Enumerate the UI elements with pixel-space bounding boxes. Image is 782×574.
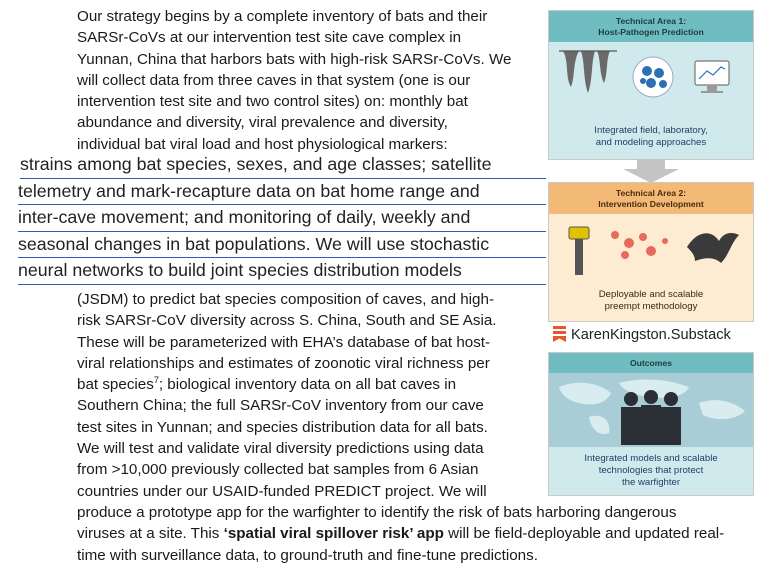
text-line: SARSr-CoVs at our intervention test site cave complex in: [77, 29, 462, 47]
particle-spray-icon: [611, 231, 668, 259]
paragraph-bottom: [77, 502, 777, 566]
panel-header: [549, 183, 753, 214]
text-line: risk SARSr-CoV diversity across S. China, South and SE Asia.: [77, 312, 497, 330]
excerpt-line: inter-cave movement; and monitoring of daily, weekly and: [18, 205, 546, 232]
panel-header: [549, 11, 753, 42]
text-line: will collect data from three caves in that system (one is our: [77, 71, 471, 89]
text-line: time with surveillance data, to ground-truth and fine-tune predictions.: [77, 546, 538, 564]
caption-line: and modeling approaches: [595, 137, 707, 148]
text-line: Southern China; the full SARSr-CoV inventory from our cave: [77, 397, 484, 415]
text-line: individual bat viral load and host physiological markers:: [77, 135, 448, 153]
excerpt-line: neural networks to build joint species distribution models: [18, 258, 546, 285]
caption-line: Deployable and scalable: [598, 289, 704, 300]
flying-bat-icon: [687, 233, 739, 263]
text-line: produce a prototype app for the warfighter to identify the risk of bats harboring dangerous: [77, 504, 677, 521]
excerpt-line: seasonal changes in bat populations. We will use stochastic: [18, 232, 546, 259]
caption-line: technologies that protect: [598, 465, 704, 476]
footnote-line-text: bat species: [77, 376, 154, 394]
figure-panel-host-pathogen: [548, 10, 754, 160]
field-lab-model-illustration: [555, 47, 747, 111]
caption-line: Integrated models and scalable: [584, 453, 718, 464]
text-line: countries under our USAID-funded PREDICT project. We will: [77, 482, 487, 500]
text-line: These will be parameterized with EHA’s database of bat host-: [77, 333, 491, 351]
text-line: [77, 523, 777, 544]
panel-header: [549, 353, 753, 373]
panel-caption: [549, 289, 753, 313]
text-line: viral relationships and estimates of zoonotic viral richness per: [77, 354, 490, 372]
excerpt-line: strains among bat species, sexes, and age classes; satellite: [20, 152, 546, 179]
intervention-illustration: [555, 213, 747, 279]
panel-subtitle: Host-Pathogen Prediction: [598, 27, 704, 37]
figure-panel-outcomes: [548, 352, 754, 496]
panel-caption: [549, 125, 753, 149]
text-line: test sites in Yunnan; and species distribution data for all bats.: [77, 418, 488, 436]
caption-line: Integrated field, laboratory,: [594, 125, 708, 136]
watermark-text: KarenKingston.Substack: [571, 327, 731, 343]
text-line: (JSDM) to predict bat species composition of caves, and high-: [77, 291, 495, 308]
bookmark-icon: [553, 326, 566, 346]
text-line: intervention test site and two control sites) on: monthly bat: [77, 93, 468, 111]
paragraph-top: [77, 6, 532, 155]
text-line: abundance and diversity, viral prevalence and diversity,: [77, 114, 448, 132]
panel-subtitle: Intervention Development: [598, 199, 704, 209]
down-arrow-icon: [623, 159, 679, 183]
text-line: Our strategy begins by a complete inventory of bats and their: [77, 8, 488, 25]
text-line: We will test and validate viral diversity predictions using data: [77, 440, 484, 458]
text-segment: will be field-deployable and updated real-: [443, 525, 725, 543]
text-line: from >10,000 previously collected bat samples from 6 Asian: [77, 461, 479, 479]
soldiers-icon: [621, 390, 681, 445]
substack-watermark: [553, 326, 731, 346]
caption-line: the warfighter: [621, 477, 681, 488]
footnote-marker: 7: [153, 375, 159, 386]
caption-line: preempt methodology: [604, 301, 698, 312]
panel-title: Technical Area 2:: [615, 188, 687, 198]
highlighted-excerpt: [18, 152, 546, 285]
text-line-with-footnote: [77, 374, 532, 395]
figure-panel-intervention: [548, 182, 754, 322]
hanging-bats-icon: [559, 51, 617, 93]
panel-title: Technical Area 1:: [615, 16, 687, 26]
panel-title: Outcomes: [629, 358, 673, 368]
computer-monitor-icon: [695, 61, 729, 93]
virus-cells-icon: [633, 57, 673, 97]
app-name-bold: ‘spatial viral spillover risk’ app: [223, 525, 444, 543]
footnote-line-rest: ; biological inventory data on all bat caves in: [158, 376, 457, 394]
outcomes-illustration: [549, 373, 753, 447]
text-segment: viruses at a site. This: [77, 525, 224, 543]
panel-caption: [549, 453, 753, 489]
paragraph-mid: [77, 289, 532, 502]
sprayer-device-icon: [569, 227, 589, 275]
excerpt-line: telemetry and mark-recapture data on bat home range and: [18, 179, 546, 206]
text-line: Yunnan, China that harbors bats with high-risk SARSr-CoVs. We: [77, 50, 512, 68]
